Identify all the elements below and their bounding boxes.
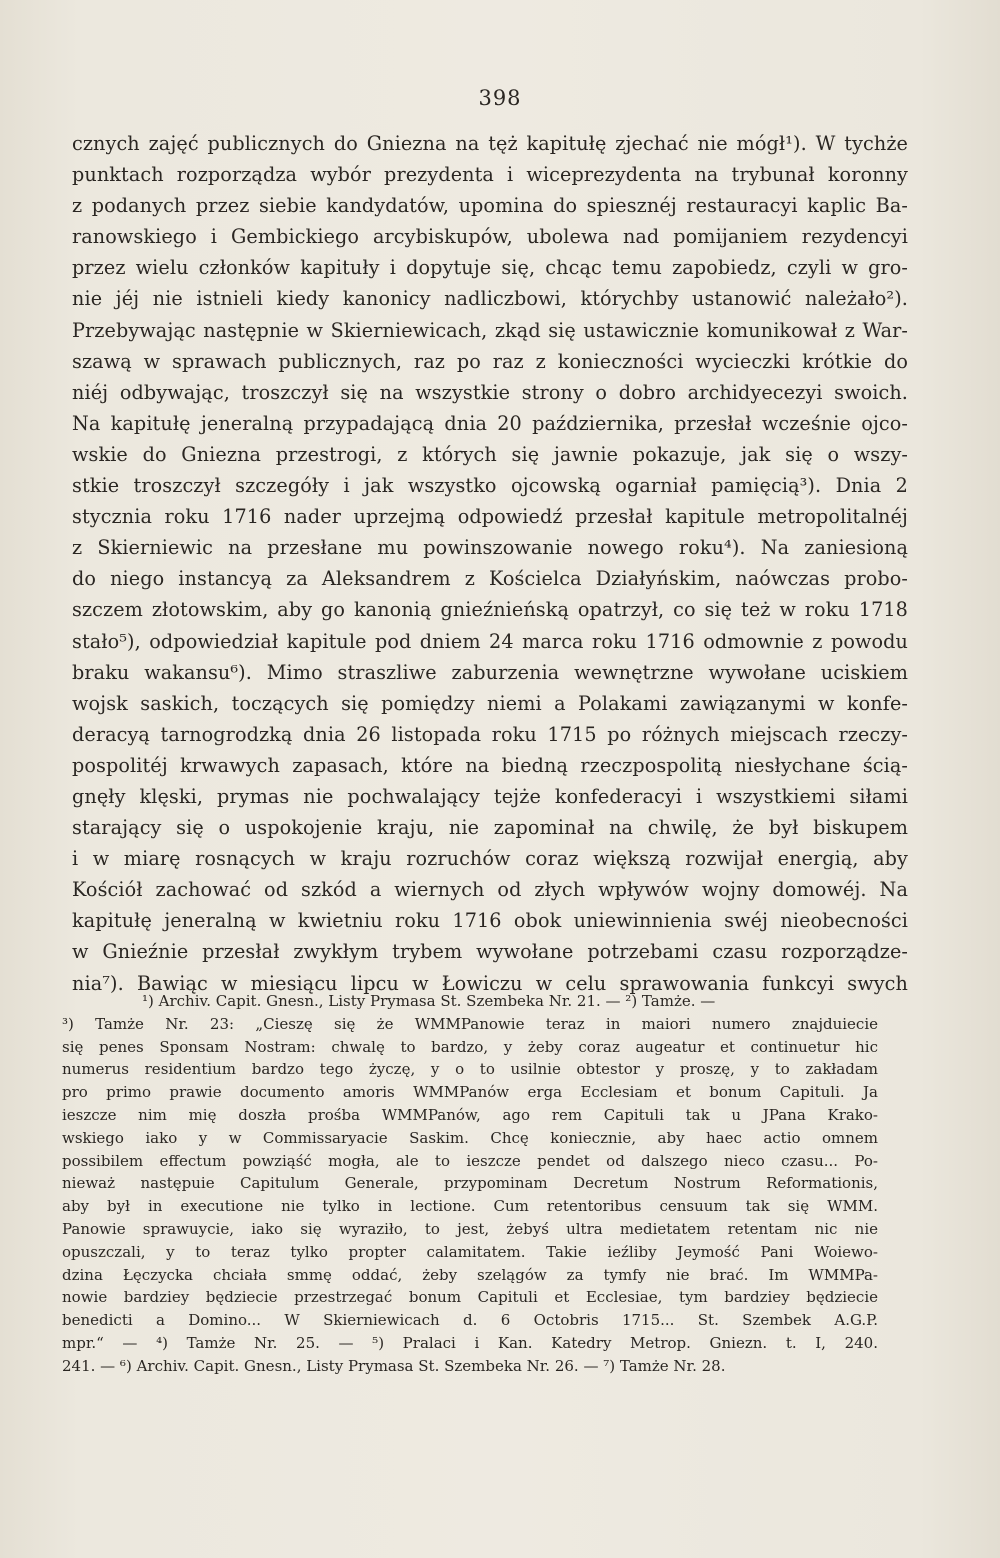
text-line: i w miarę rosnących w kraju rozruchów coraz większą rozwijał energią, aby xyxy=(72,847,908,871)
text-line: punktach rozporządza wybór prezydenta i wiceprezydenta na trybunał koronny xyxy=(72,163,908,187)
text-line: do niego instancyą za Aleksandrem z Kościelca Działyńskim, naówczas probo- xyxy=(72,567,908,591)
text-line: wskie do Gniezna przestrogi, z których się jawnie pokazuje, jak się o wszy- xyxy=(72,442,908,466)
text-line: wojsk saskich, toczących się pomiędzy niemi a Polakami zawiązanymi w konfe- xyxy=(72,691,908,715)
text-line: nia⁷). Bawiąc w miesiącu lipcu w Łowiczu w celu sprawowania funkcyi swych xyxy=(72,971,908,995)
footnote-line: 241. — ⁶) Archiv. Capit. Gnesn., Listy Prymasa St. Szembeka Nr. 26. — ⁷) Tamże Nr. 28. xyxy=(62,1356,726,1375)
text-line: z podanych przez siebie kandydatów, upomina do spiesznéj restauracyi kaplic Ba- xyxy=(72,194,908,218)
text-line: szczem złotowskim, aby go kanonią gnieźnieńską opatrzył, co się też w roku 1718 xyxy=(72,598,908,622)
text-line: nie jéj nie istnieli kiedy kanonicy nadliczbowi, którychby ustanowić należało²). xyxy=(72,287,908,311)
text-line: z Skierniewic na przesłane mu powinszowanie nowego roku⁴). Na zaniesioną xyxy=(72,536,908,560)
main-body-text xyxy=(72,128,908,999)
page-number: 398 xyxy=(478,86,522,110)
text-line: pospolitéj krwawych zapasach, które na biedną rzeczpospolitą niesłychane ścią- xyxy=(72,753,908,777)
footnote-line: benedicti a Domino... W Skierniewicach d. 6 Octobris 1715... St. Szembek A.G.P. xyxy=(62,1311,878,1330)
text-line: Na kapitułę jeneralną przypadającą dnia 20 października, przesłał wcześnie ojco- xyxy=(72,411,908,435)
footnote-line: aby był in executione nie tylko in lectione. Cum retentoribus censuum tak się WMM. xyxy=(62,1197,878,1216)
footnote-line: nieważ następuie Capitulum Generale, przypominam Decretum Nostrum Reformationis, xyxy=(62,1174,878,1193)
footnote-line: pro primo prawie documento amoris WMMPanów erga Ecclesiam et bonum Capituli. Ja xyxy=(62,1083,878,1102)
footnote-line: Panowie sprawuycie, iako się wyraziło, to jest, żebyś ultra medietatem retentam nic nie xyxy=(62,1219,878,1238)
text-line: ranowskiego i Gembickiego arcybiskupów, ubolewa nad pomijaniem rezydencyi xyxy=(72,225,908,249)
footnotes xyxy=(62,990,878,1378)
text-line: stycznia roku 1716 nader uprzejmą odpowiedź przesłał kapitule metropolitalnéj xyxy=(72,505,908,529)
footnote-line: numerus residentium bardzo tego życzę, y o to usilnie obtestor y proszę, y to zakładam xyxy=(62,1060,878,1079)
text-line: stało⁵), odpowiedział kapitule pod dniem 24 marca roku 1716 odmownie z powodu xyxy=(72,629,908,653)
text-line: przez wielu członków kapituły i dopytuje się, chcąc temu zapobiedz, czyli w gro- xyxy=(72,256,908,280)
footnote-line: possibilem effectum powziąść mogła, ale to ieszcze pendet od dalszego nieco czasu... Po- xyxy=(62,1151,878,1170)
footnote-line: opuszczali, y to teraz tylko propter calamitatem. Takie ieźliby Jeymość Pani Woiewo- xyxy=(62,1242,878,1261)
footnote-line: wskiego iako y w Commissaryacie Saskim. Chcę koniecznie, aby haec actio omnem xyxy=(62,1128,878,1147)
footnote-line: ¹) Archiv. Capit. Gnesn., Listy Prymasa St. Szembeka Nr. 21. — ²) Tamże. — xyxy=(142,992,716,1010)
text-line: starający się o uspokojenie kraju, nie zapominał na chwilę, że był biskupem xyxy=(72,816,908,840)
footnote-line: mpr.“ — ⁴) Tamże Nr. 25. — ⁵) Pralaci i Kan. Katedry Metrop. Gniezn. t. I, 240. xyxy=(62,1333,878,1352)
text-line: gnęły klęski, prymas nie pochwalający tejże konfederacyi i wszystkiemi siłami xyxy=(72,784,908,808)
text-line: kapitułę jeneralną w kwietniu roku 1716 obok uniewinnienia swéj nieobecności xyxy=(72,909,908,933)
text-line: stkie troszczył szczegóły i jak wszystko ojcowską ogarniał pamięcią³). Dnia 2 xyxy=(72,474,908,498)
footnote-line: ³) Tamże Nr. 23: „Cieszę się że WMMPanowie teraz in maiori numero znajduiecie xyxy=(62,1014,878,1033)
text-line: deracyą tarnogrodzką dnia 26 listopada roku 1715 po różnych miejscach rzeczy- xyxy=(72,722,908,746)
footnote-line: się penes Sponsam Nostram: chwalę to bardzo, y żeby coraz augeatur et continuetur hic xyxy=(62,1037,878,1056)
footnote-line: dzina Łęczycka chciała smmę oddać, żeby szelągów za tymfy nie brać. Im WMMPa- xyxy=(62,1265,878,1284)
text-line: Przebywając następnie w Skierniewicach, zkąd się ustawicznie komunikował z War- xyxy=(72,318,908,342)
footnote-line: nowie bardziey będziecie przestrzegać bonum Capituli et Ecclesiae, tym bardziey będziecie xyxy=(62,1288,878,1307)
footnote-line: ieszcze nim mię doszła prośba WMMPanów, ago rem Capituli tak u JPana Krako- xyxy=(62,1105,878,1124)
text-line: braku wakansu⁶). Mimo straszliwe zaburzenia wewnętrzne wywołane uciskiem xyxy=(72,660,908,684)
text-line: cznych zajęć publicznych do Gniezna na tęż kapitułę zjechać nie mógł¹). W tychże xyxy=(72,132,908,155)
text-line: szawą w sprawach publicznych, raz po raz z konieczności wycieczki krótkie do xyxy=(72,349,908,373)
text-line: w Gnieźnie przesłał zwykłym trybem wywołane potrzebami czasu rozporządze- xyxy=(72,940,908,964)
text-line: niéj odbywając, troszczył się na wszystkie strony o dobro archidyecezyi swoich. xyxy=(72,380,908,404)
text-line: Kościół zachować od szkód a wiernych od złych wpływów wojny domowéj. Na xyxy=(72,878,908,902)
